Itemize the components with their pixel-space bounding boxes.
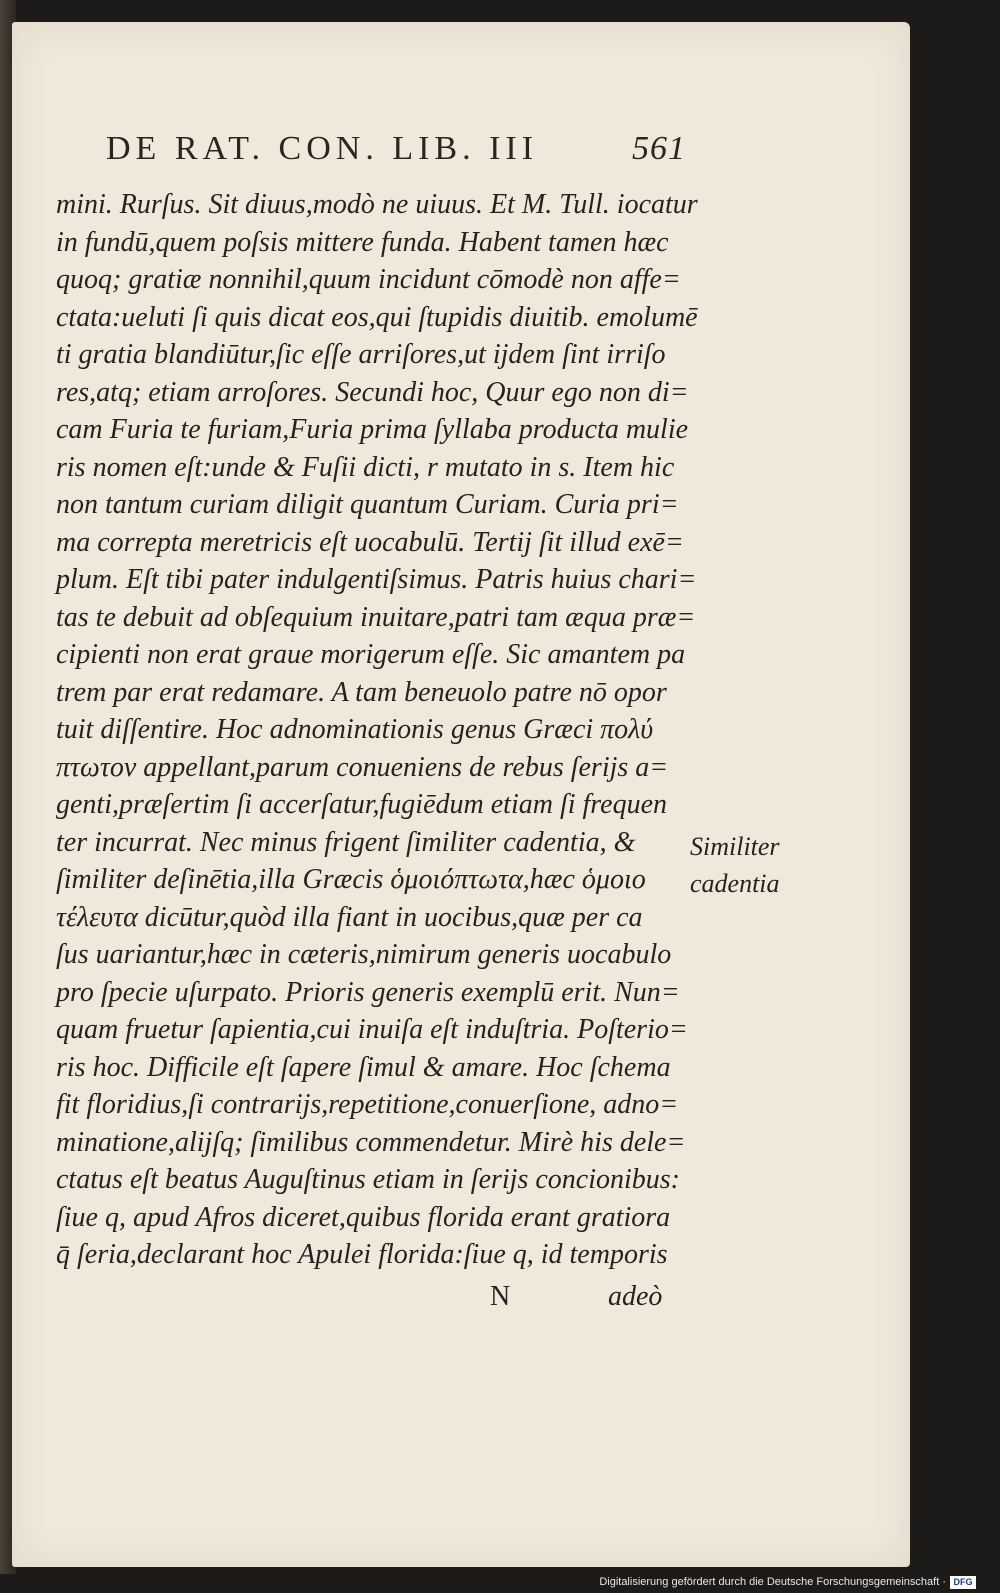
text-line: in fundū,quem poſsis mittere funda. Habent tamen hæc [56,226,669,258]
text-line: pro ſpecie uſurpato. Prioris generis exemplū erit. Nun= [56,976,680,1008]
text-line: quam fruetur ſapientia,cui inuiſa eſt induſtria. Poſterio= [56,1014,688,1045]
text-line: fit floridius,ſi contrarijs,repetitione,conuerſione, adno= [56,1089,679,1120]
text-line: ris hoc. Difficile eſt ſapere ſimul & amare. Hoc ſchema [56,1051,671,1083]
funding-credit: Digitalisierung gefördert durch die Deutsche Forschungsgemeinschaft · [599,1576,946,1588]
text-line: quoq; gratiæ nonnihil,quum incidunt cōmodè non affe= [56,264,681,295]
text-line: non tantum curiam diligit quantum Curiam. Curia pri= [56,489,679,520]
signature-mark: N [490,1281,511,1312]
dfg-logo: DFG [950,1576,976,1589]
text-line: genti,præſertim ſi accerſatur,fugiēdum etiam ſi frequen [56,789,667,820]
text-line: res,atq; etiam arroſores. Secundi hoc, Quur ego non di= [56,376,689,408]
folio-number: 561 [632,130,686,167]
text-line: tas te debuit ad obſequium inuitare,patri tam æqua præ= [56,601,696,633]
text-line: cipienti non erat graue morigerum eſſe. Sic amantem pa [56,639,686,670]
text-line: trem par erat redamare. A tam beneuolo patre nō opor [56,676,667,708]
marginal-note-line: cadentia [690,869,780,898]
text-line: ſiue q, apud Afros diceret,quibus florida erant gratiora [56,1201,671,1233]
text-line: ctata:ueluti ſi quis dicat eos,qui ſtupidis diuitib. emolumē [56,301,698,333]
marginal-note-line: Similiter [690,832,780,861]
body-text [56,186,696,1274]
text-line: ſimiliter deſinētia,illa Græcis ὁμοιόπτωτα,hæc ὁμοιο [56,864,646,895]
text-line: ti gratia blandiūtur,ſic eſſe arriſores,ut ijdem ſint irriſo [56,339,666,370]
text-line: ris nomen eſt:unde & Fuſii dicti, r mutato in s. Item hic [56,451,675,483]
text-line: ctatus eſt beatus Auguſtinus etiam in ſerijs concionibus: [56,1164,680,1195]
text-line: minatione,alijſq; ſimilibus commendetur. Mirè his dele= [56,1126,686,1158]
text-line: τέλευτα dicūtur,quòd illa fiant in uocibus,quæ per ca [56,901,643,933]
text-line: ſus uariantur,hæc in cæteris,nimirum generis uocabulo [56,939,672,970]
catchword: adeò [608,1281,663,1312]
text-line: ma correpta meretricis eſt uocabulū. Tertij ſit illud exē= [56,526,684,558]
text-line: ter incurrat. Nec minus frigent ſimiliter cadentia, & [56,826,636,858]
text-line: cam Furia te furiam,Furia prima ſyllaba producta mulie [56,414,689,445]
text-line: q̄ ſeria,declarant hoc Apulei florida:ſiue q, id temporis [56,1239,668,1270]
text-line: mini. Rurſus. Sit diuus,modò ne uiuus. Et M. Tull. iocatur [56,189,698,220]
text-line: tuit diſſentire. Hoc adnominationis genus Græci πολύ [56,714,654,745]
text-line: plum. Eſt tibi pater indulgentiſsimus. Patris huius chari= [56,564,697,595]
text-line: πτωτον appellant,parum conueniens de rebus ſerijs a= [56,751,669,783]
marginal-note [690,828,810,902]
running-title: DE RAT. CON. LIB. III [106,130,539,167]
running-header [106,130,706,170]
